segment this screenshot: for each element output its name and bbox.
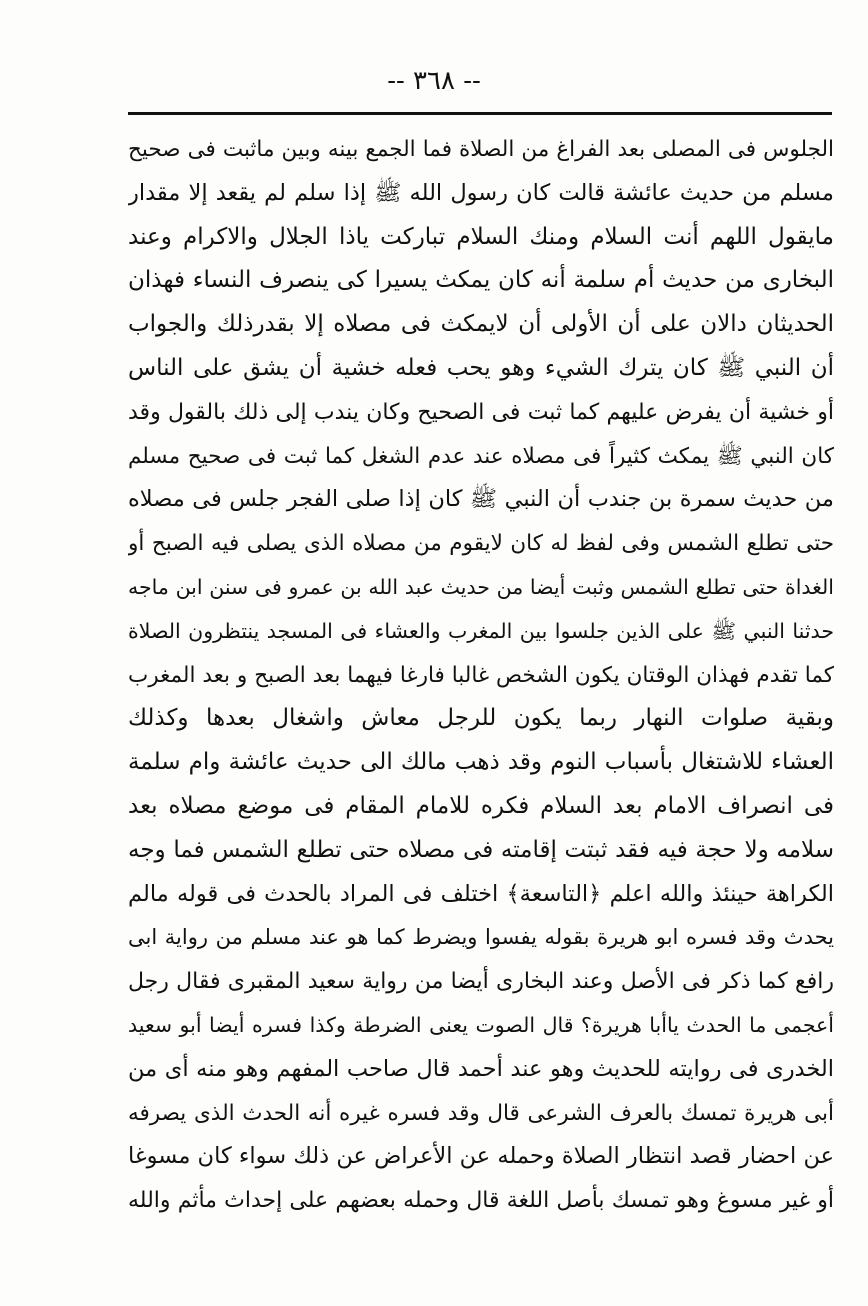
text-line: أبى هريرة تمسك بالعرف الشرعى قال وقد فسره غيره أنه الحدث الذى يصرفه xyxy=(128,1100,834,1126)
text-line: حدثنا النبي ﷺ على الذين جلسوا بين المغرب والعشاء فى المسجد ينتظرون الصلاة xyxy=(128,618,834,643)
text-line: عن احضار قصد انتظار الصلاة وحمله عن الأعراض عن ذلك سواء كان مسوغا xyxy=(128,1143,834,1170)
text-line: سلامه ولا حجة فيه فقد ثبتت إقامته فى مصلاه حتى تطلع الشمس فما وجه xyxy=(128,836,834,863)
text-line: الحديثان دالان على أن الأولى أن لايمكث فى مصلاه إلا بقدرذلك والجواب xyxy=(128,311,834,338)
text-line: أعجمى ما الحدث ياأبا هريرة؟ قال الصوت يعنى الضرطة وكذا فسره أيضا أبو سعيد xyxy=(128,1012,834,1037)
text-line: البخارى من حديث أم سلمة أنه كان يمكث يسيرا كى ينصرف النساء فهذان xyxy=(128,267,834,294)
text-line: وبقية صلوات النهار ربما يكون للرجل معاش واشغال بعدها وكذلك xyxy=(128,705,834,732)
text-line: رافع كما ذكر فى الأصل وعند البخارى أيضا من رواية سعيد المقبرى فقال رجل xyxy=(128,969,834,995)
header-rule xyxy=(128,112,832,115)
text-line: أو غير مسوغ وهو تمسك بأصل اللغة قال وحمله بعضهم على إحداث مأثم والله xyxy=(128,1188,834,1214)
text-line: أن النبي ﷺ كان يترك الشيء وهو يحب فعله خشية أن يشق على الناس xyxy=(128,354,834,381)
text-line: حتى تطلع الشمس وفى لفظ له كان لايقوم من مصلاه الذى يصلى فيه الصبح أو xyxy=(128,531,834,557)
body-text xyxy=(128,128,834,1223)
text-line: كما تقدم فهذان الوقتان يكون الشخص غالبا فارغا فيهما بعد الصبح و بعد المغرب xyxy=(128,662,834,688)
text-line: من حديث سمرة بن جندب أن النبي ﷺ كان إذا صلى الفجر جلس فى مصلاه xyxy=(128,486,834,513)
page-number: -- ٣٦٨ -- xyxy=(387,66,481,96)
text-line: الغداة حتى تطلع الشمس وثبت أيضا من حديث عبد الله بن عمرو فى سنن ابن ماجه xyxy=(128,574,834,599)
text-line: فى انصراف الامام بعد السلام فكره للامام المقام فى موضع مصلاه بعد xyxy=(128,792,834,819)
text-line: مسلم من حديث عائشة قالت كان رسول الله ﷺ إذا سلم لم يقعد إلا مقدار xyxy=(128,179,834,206)
text-line: الخدرى فى روايته للحديث وهو عند أحمد قال صاحب المفهم وهو منه أى من xyxy=(128,1055,834,1082)
text-line: العشاء للاشتغال بأسباب النوم وقد ذهب مالك الى حديث عائشة وام سلمة xyxy=(128,749,834,776)
text-line: الجلوس فى المصلى بعد الفراغ من الصلاة فما الجمع بينه وبين ماثبت فى صحيح xyxy=(128,137,834,162)
text-line: كان النبي ﷺ يمكث كثيراً فى مصلاه عند عدم الشغل كما ثبت فى صحيح مسلم xyxy=(128,443,834,469)
text-line: مايقول اللهم أنت السلام ومنك السلام تباركت ياذا الجلال والاكرام وعند xyxy=(128,223,834,250)
text-line: أو خشية أن يفرض عليهم كما ثبت فى الصحيح وكان يندب إلى ذلك بالقول وقد xyxy=(128,399,834,425)
text-line: الكراهة حينئذ والله اعلم ﴿التاسعة﴾ اختلف فى المراد بالحدث فى قوله مالم xyxy=(128,880,834,907)
text-line: يحدث وقد فسره ابو هريرة بقوله يفسوا ويضرط كما هو عند مسلم من رواية ابى xyxy=(128,925,834,950)
